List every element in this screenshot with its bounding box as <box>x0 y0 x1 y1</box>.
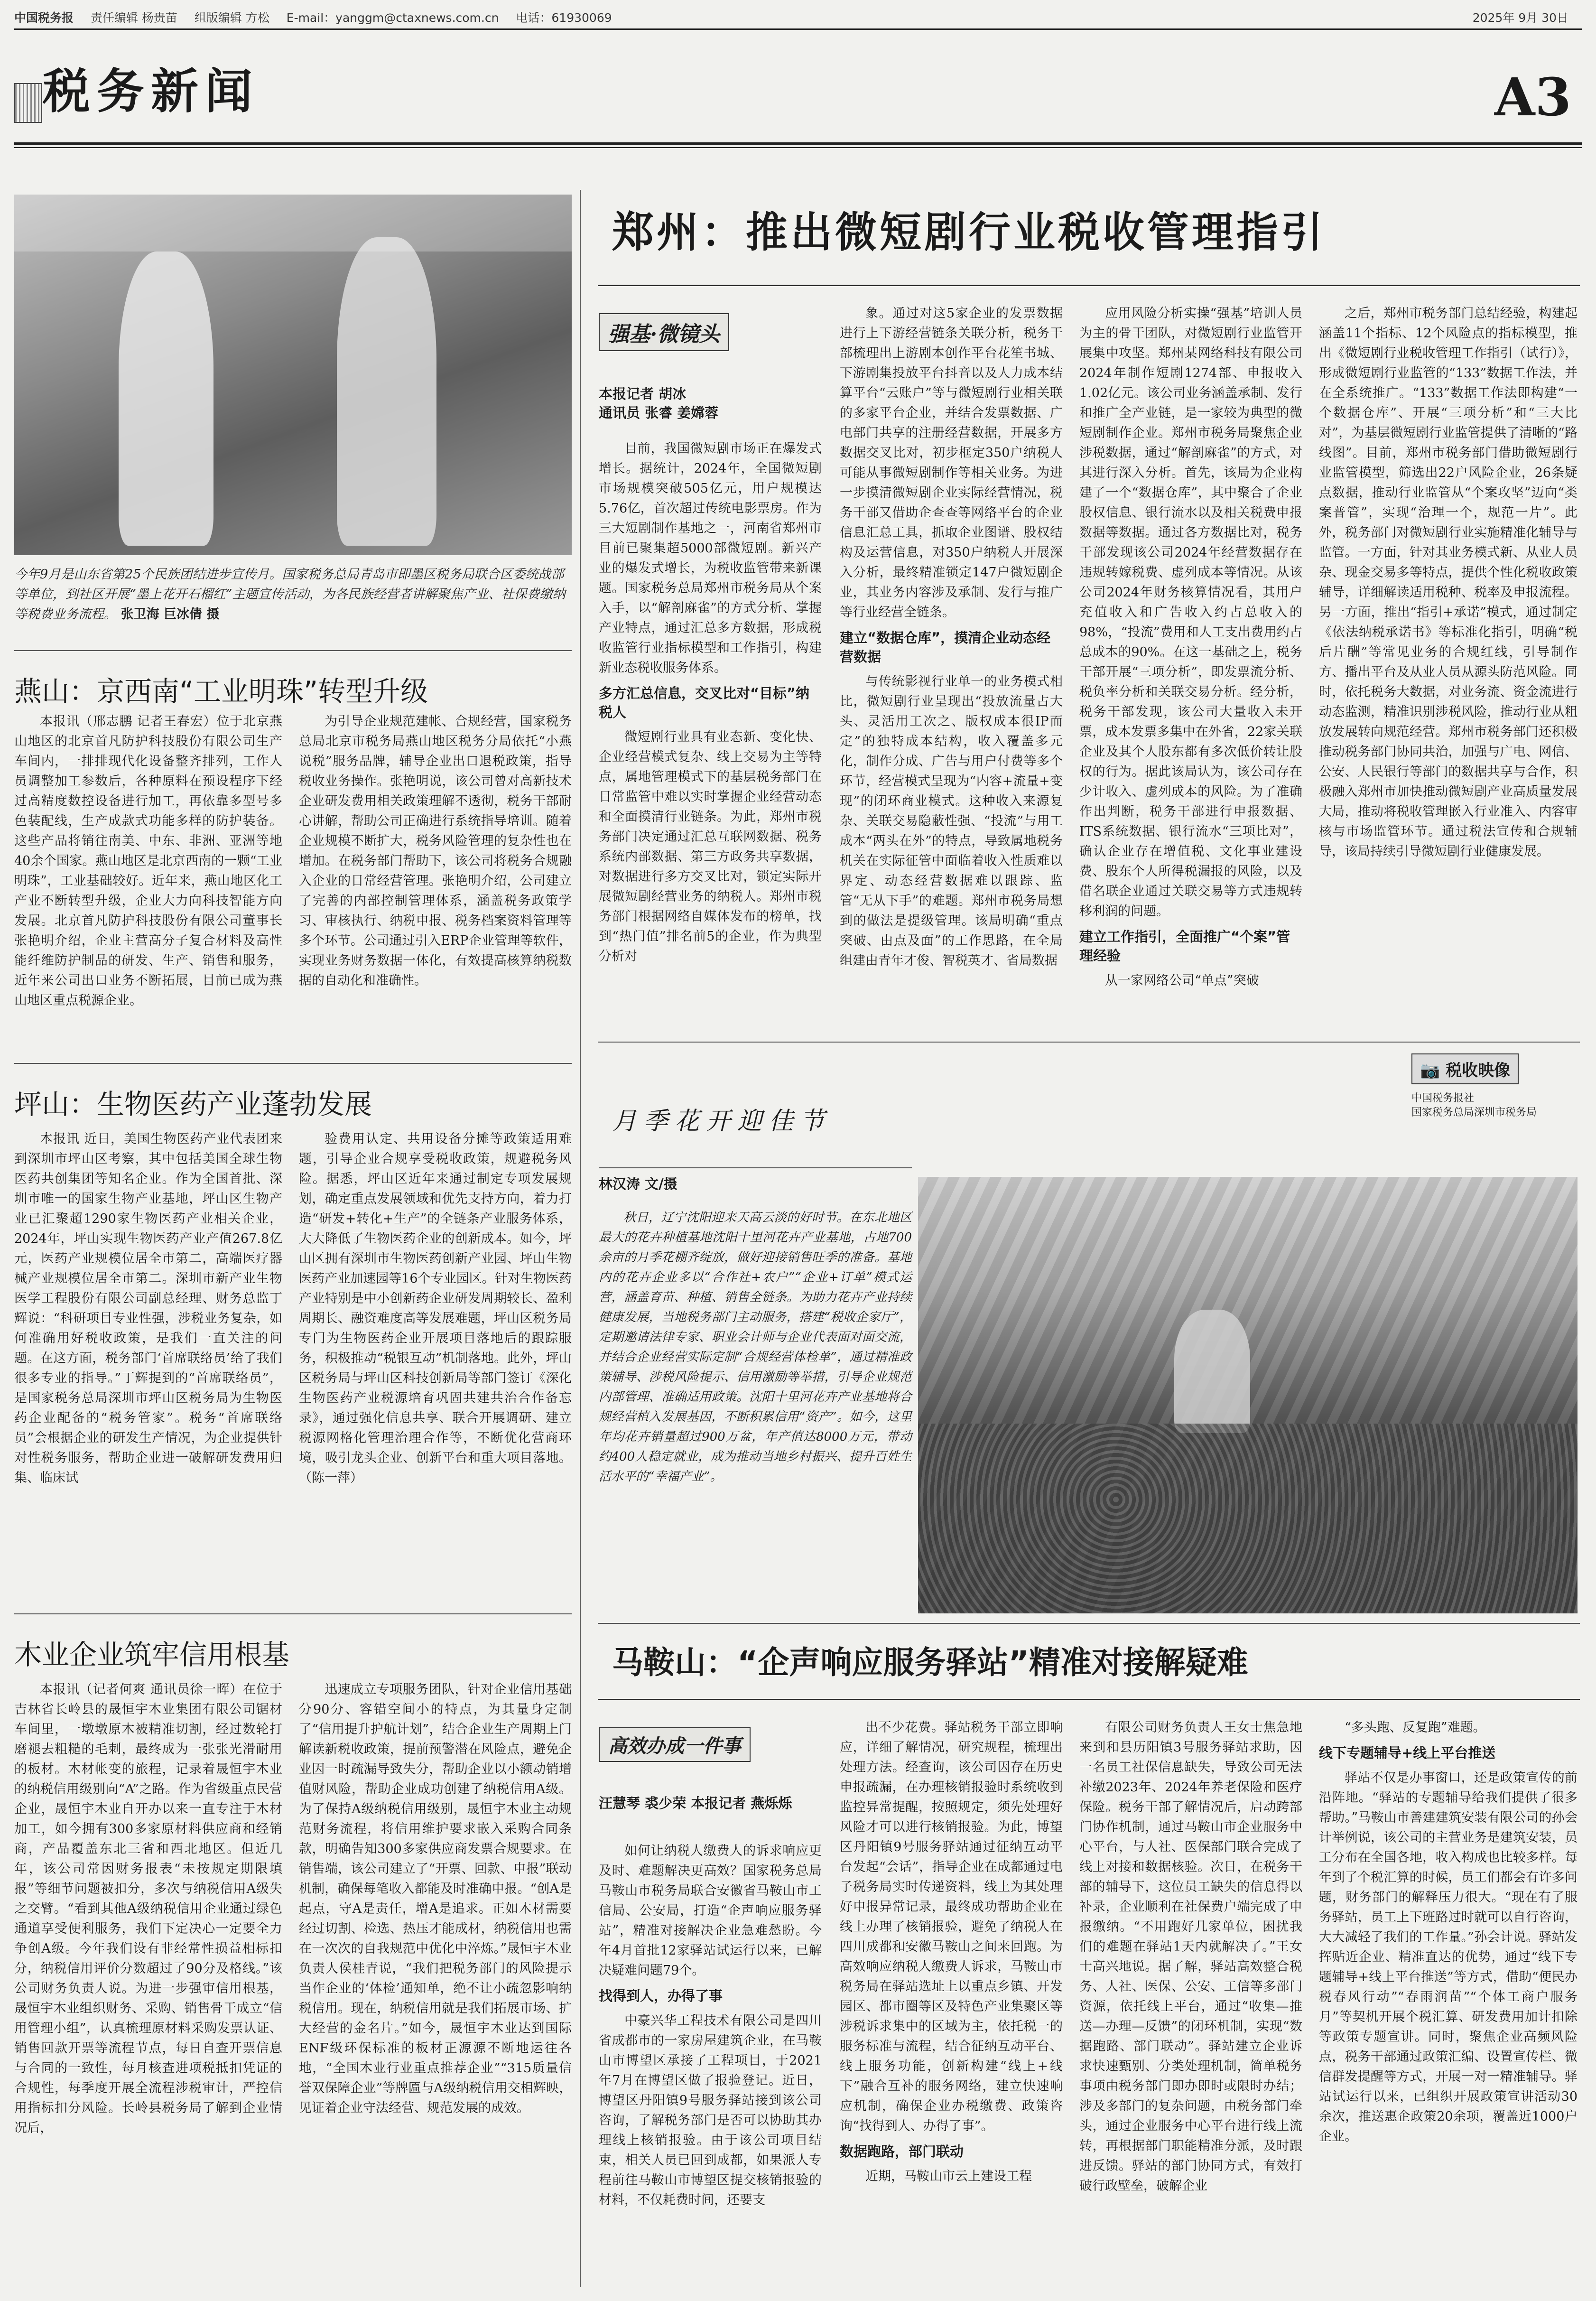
badge-label: 税收映像 <box>1446 1061 1511 1080</box>
byline <box>599 384 798 422</box>
column-label: 强基·微镜头 <box>599 313 729 351</box>
header-rule <box>14 142 1582 145</box>
column-divider <box>580 190 581 2287</box>
divider <box>598 1699 1580 1700</box>
photo-orgs <box>1411 1091 1577 1120</box>
section-ornament <box>14 83 42 123</box>
email: E-mail：yanggm@ctaxnews.com.cn <box>286 11 499 25</box>
zz-c1a: 目前，我国微短剧市场正在爆发式增长。据统计，2024年，全国微短剧市场规模突破505亿元，用户规模达5.76亿，首次超过传统电影票房。作为三大短剧制作基地之一，河南省郑州市目前已聚集超5000部微短剧。新兴产业的爆发式增长，为税收监管带来新课题。国家税务总局郑州市税务局从个案入手，以“解剖麻雀”的方式分析、掌握产业特点，通过汇总多方数据，形成税收监管行业指标模型和工作指引，构建新业态税收服务体系。 <box>599 441 822 675</box>
headline-maanshan: 马鞍山：“企声响应服务驿站”精准对接解疑难 <box>612 1644 1248 1681</box>
byline-correspondent: 通讯员 张睿 姜嫦蓉 <box>599 405 719 421</box>
feature-author: 林汉涛 文/摄 <box>599 1176 677 1192</box>
ma-c4b: 驿站不仅是办事窗口，还是政策宣传的前沿阵地。“驿站的专题辅导给我们提供了很多帮助。”马鞍山市善建建筑安装有限公司的孙会计举例说，该公司的主营业务是建筑安装，员工分布在全国各地，收入构成也比较多样。每年到了个税汇算的时候，员工们都会有许多问题，财务部门的解释压力很大。“现在有了服务驿站，员工上下班路过时就可以自行咨询，大大减轻了我们的工作量。”孙会计说。驿站发挥贴近企业、精准直达的优势，通过“线下专题辅导+线上平台推送”等方式，借助“便民办税春风行动”“春雨润苗”“个体工商户服务月”等契机开展个税汇算、研发费用加计扣除等政策专题宣讲。同时，聚焦企业高频风险点，税务干部通过政策汇编、设置宣传栏、微信群发提醒等方式，开展一对一精准辅导。驿站试运行以来，已组织开展政策宣讲活动30余次，推送惠企政策20余项，覆盖近1000户企业。 <box>1319 1770 1577 2144</box>
editor: 责任编辑 杨贵苗 <box>90 11 177 25</box>
photo-tax-publicity <box>14 195 572 555</box>
maanshan-col-3: 有限公司财务负责人王女士焦急地来到和县历阳镇3号服务驿站求助，因一名员工社保信息缺失，导致公司无法补缴2023年、2024年养老保险和医疗保险。税务干部了解情况后，启动跨部门协作机制，通过马鞍山市企业服务中心平台，与人社、医保部门联合完成了线上对接和数据核验。次日，在税务干部的辅导下，这位员工缺失的信息得以补录，企业顺利在社保费户端完成了申报缴纳。“不用跑好几家单位，困扰我们的难题在驿站1天内就解决了。”王女士高兴地说。据了解，驿站高效整合税务、人社、医保、公安、工信等多部门资源，依托线上平台，通过“收集—推送—办理—反馈”的闭环机制，实现“数据跑路、部门联动”。驿站建立企业诉求快速甄别、分类处理机制，简单税务事项由税务部门即办即时或限时办结；涉及多部门的复杂问题，由税务部门牵头，通过企业服务中心平台进行线上流转，再根据部门职能精准分派，及时跟进反馈。驿站的部门协同方式，有效打破行政壁垒，破解企业 <box>1079 1720 1302 2193</box>
yanshan-col-2: 为引导企业规范建帐、合规经营，国家税务总局北京市税务局燕山地区税务分局依托“小燕说税”服务品牌，辅导企业出口退税政策，指导税收业务操作。张艳明说，该公司曾对高新技术企业研发费用相关政策理解不透彻，税务干部耐心讲解，帮助公司正确进行系统指导培训。随着企业规模不断扩大，税务风险管理的复杂性也在增加。在税务部门帮助下，该公司将税务合规融入企业的日常经营管理。张艳明介绍，公司建立了完善的内部控制管理体系，涵盖税务政策学习、审核执行、纳税申报、税务档案资料管理等多个环节。公司通过引入ERP企业管理等软件，实现业务财务数据一体化，有效提高核算纳税数据的自动化和准确性。 <box>299 714 572 988</box>
photo-flower-greenhouse <box>918 1177 1577 1613</box>
pingshan-col-2: 验费用认定、共用设备分摊等政策适用难题，引导企业合规享受税收政策，规避税务风险。据悉，坪山区近年来通过制定专项发展规划，确定重点发展领域和优先支持方向，着力打造“研发+转化+生产”的全链条产业服务体系，大大降低了生物医药企业的创新成本。如今，坪山区拥有深圳市生物医药创新产业园、坪山生物医药产业加速园等16个专业园区。针对生物医药产业特别是中小创新药企业研发周期较长、盈利周期长、融资难度高等发展难题，坪山区税务局专门为生物医药企业开展项目落地后的跟踪服务，积极推动“税银互动”机制落地。此外，坪山区税务局与坪山区科技创新局等部门签订《深化生物医药产业税源培育巩固共建共治合作备忘录》，通过强化信息共享、联合开展调研、建立税源网格化管理治理合作等，不断优化营商环境，吸引龙头企业、创新平台和重大项目落地。（陈一萍） <box>299 1132 572 1485</box>
column-label-maanshan: 高效办成一件事 <box>599 1727 751 1762</box>
top-rule <box>14 28 1582 30</box>
headline-muye: 木业企业筑牢信用根基 <box>14 1639 290 1671</box>
caption-text: 今年9月是山东省第25个民族团结进步宣传月。国家税务总局青岛市即墨区税务局联合区委统战部等单位，到社区开展“墨上花开石榴红”主题宣传活动，为各民族经营者讲解聚焦产业、社保费缴纳等税费业务流程。 <box>14 567 566 622</box>
ma-subhead-3: 线下专题辅导+线上平台推送 <box>1319 1745 1496 1761</box>
masthead-bar <box>14 9 1582 29</box>
zhengzhou-col-3 <box>1079 304 1302 991</box>
zz-c2a: 象。通过对这5家企业的发票数据进行上下游经营链条关联分析，税务干部梳理出上游剧本创作平台花笙书城、下游剧集投放平台抖音以及人力成本结算平台“云账户”等与微短剧行业相关联的多家平台企业，并结合发票数据、广电部门共享的注册经营数据，开展多方数据交叉比对，初步框定350户纳税人可能从事微短剧制作等相关业务。为进一步摸清微短剧企业实际经营情况，税务干部又借助企查查等网络平台的企业信息汇总工具，抓取企业图谱、股权结构及运营信息，对350户纳税人开展深入分析，最终精准锁定147户微短剧企业，其业务内容涉及承制、发行与推广等行业经营全链条。 <box>840 306 1063 620</box>
zz-subhead-2: 建立“数据仓库”，摸清企业动态经营数据 <box>840 630 1051 665</box>
org-2: 国家税务总局深圳市税务局 <box>1411 1107 1537 1118</box>
ma-c1a: 如何让纳税人缴费人的诉求响应更及时、难题解决更高效？国家税务总局马鞍山市税务局联合安徽省马鞍山市工信局、公安局，打造“企声响应服务驿站”，精准对接解决企业急难愁盼。今年4月首批12家驿站试运行以来，已解决疑难问题79个。 <box>599 1844 822 1978</box>
photo-caption <box>14 565 572 624</box>
org-1: 中国税务报社 <box>1411 1092 1475 1104</box>
ma-c2b: 近期，马鞍山市云上建设工程 <box>865 2169 1032 2184</box>
page-number: A3 <box>1494 66 1571 128</box>
ma-c1b: 中豪兴华工程技术有限公司是四川省成都市的一家房屋建筑企业，在马鞍山市博望区承接了工程项目，于2021年7月在博望区做了报验登记。近日，博望区丹阳镇9号服务驿站接到该公司咨询，了解税务部门是否可以协助其办理线上核销报验。由于该公司项目结束，相关人员已回到成都，如果派人专程前往马鞍山市博望区提交核销报验的材料，不仅耗费时间，还要支 <box>599 2013 822 2208</box>
zhengzhou-col-4: 之后，郑州市税务部门总结经验，构建起涵盖11个指标、12个风险点的指标模型，推出《微短剧行业税收管理工作指引（试行）》，形成微短剧行业监管的“133”数据工作法，并在全系统推广。“133”数据工作法即构建“一个数据仓库”、开展“三项分析”和“三大比对”，为基层微短剧行业监管提供了清晰的“路线图”。目前，郑州市税务部门借助微短剧行业监管模型，筛选出22户风险企业，26条疑点数据，推动行业监管从“个案攻坚”迈向“类案普管”，实现“治理一个，规范一片”。此外，税务部门对微短剧行业实施精准化辅导与监管。一方面，针对其业务模式新、从业人员杂、现金交易多等特点，提供个性化税收政策辅导，详细解读适用税种、税率及申报流程。另一方面，推出“指引+承诺”模式，通过制定《依法纳税承诺书》等标准化指引，明确“税后片酬”等常见业务的合规红线，引导制作方、播出平台及从业人员从源头防范风险。同时，依托税务大数据，对业务流、资金流进行动态监测，精准识别涉税风险，推动行业从粗放发展转向规范经营。郑州市税务部门还积极推动税务部门协同共治，加强与广电、网信、公安、人民银行等部门的数据共享与合作，积极融入郑州市加快推动微短剧产业高质量发展大局，推动将税收管理嵌入行业准入、内容审核与市场监管环节。通过税法宣传和合规辅导，该局持续引导微短剧行业健康发展。 <box>1319 306 1577 859</box>
divider <box>598 1623 1580 1624</box>
photo-credit: 张卫海 巨冰倩 摄 <box>121 607 220 622</box>
muye-col-2: 迅速成立专项服务团队，针对企业信用基础分90分、容错空间小的特点，为其量身定制了“信用提升护航计划”，结合企业生产周期上门解读新税收政策，提前预警潜在风险点，避免企业因一时疏漏导致失分，帮助企业以小额动销增值财风险，帮助企业成功创建了纳税信用A级。为了保持A级纳税信用级别，晟恒宇木业主动规范财务流程，将信用维护要求嵌入采购合同条款，明确告知300多家供应商发票合规要求。在销售端，该公司建立了“开票、回款、申报”联动机制，确保每笔收入都能及时准确申报。“创A是起点，守A是责任，增A是追求。正如木材需要经过切割、检选、热压才能成材，纳税信用也需在一次次的自我规范中优化中淬炼。”晟恒宇木业负责人侯桂青说，“我们把税务部门的风险提示当作企业的‘体检’通知单，绝不让小疏忽影响纳税信用。现在，纳税信用就是我们拓展市场、扩大经营的金名片。”如今，晟恒宇木业达到国际ENF级环保标准的板材正源源不断地运往各地，“全国木业行业重点推荐企业”“315质量信誉双保障企业”等牌匾与A级纳税信用交相辉映，见证着企业守法经营、规范发展的成效。 <box>299 1682 572 2115</box>
ma-subhead-1: 找得到人，办得了事 <box>599 1988 723 2004</box>
zz-subhead-3: 建立工作指引，全面推广“个案”管理经验 <box>1079 929 1290 964</box>
paper-name: 中国税务报 <box>14 11 74 25</box>
issue-date: 2025年 9月 30日 <box>1472 11 1568 25</box>
zz-c3a: 应用风险分析实操“强基”培训人员为主的骨干团队，对微短剧行业监管开展集中攻坚。郑州某网络科技有限公司2024年制作短剧1274部、申报收入1.02亿元。该公司业务涵盖承制、发行和推广全产业链，是一家较为典型的微短剧制作企业。郑州市税务局聚焦企业涉税数据，通过“解剖麻雀”的方式，对其进行深入分析。首先，该局为企业构建了一个“数据仓库”，其中聚合了企业股权信息、银行流水以及相关税费申报数据等数据。通过各方数据比对，税务干部发现该公司2024年经营数据存在违规转嫁税费、虚列成本等情况。从该公司2024年财务核算情况看，其用户充值收入和广告收入约占总收入的98%，“投流”费用和人工支出费用约占总成本的90%。在这一基础之上，税务干部开展“三项分析”，即发票流分析、税负率分析和关联交易分析。经分析，税务干部发现，该公司大量收入未开票，成本发票多集中在外省，22家关联企业及其个人股东都有多次低价转让股权的行为。据此该局认为，该公司存在少计收入、虚列成本的风险。为了准确作出判断，税务干部进行申报数据、ITS系统数据、银行流水“三项比对”，确认企业存在增值税、文化事业建设费、股东个人所得税漏报的风险，以及借名联企业通过关联交易等方式违规转移利润的问题。 <box>1079 306 1302 919</box>
badge-tax-image <box>1411 1053 1519 1084</box>
zhengzhou-col-1 <box>599 439 822 967</box>
byline-reporter: 本报记者 胡冰 <box>599 386 687 402</box>
pingshan-col-1: 本报讯 近日，美国生物医药产业代表团来到深圳市坪山区考察，其中包括美国全球生物医药共创集团等知名企业。作为全国首批、深圳市唯一的国家生物产业基地，坪山区生物产业已汇聚超1290家生物医药产业相关企业，2024年，坪山实现生物医药产业产值267.8亿元，医药产业规模位居全市第二，高端医疗器械产业规模位居全市第二。深圳市新产业生物医学工程股份有限公司副总经理、财务总监丁辉说：“科研项目专业性强，涉税业务复杂，如何准确用好税收政策，是我们一直关注的问题。在这方面，税务部门‘首席联络员’给了我们很多专业的指导。”丁辉提到的“首席联络员”，是国家税务总局深圳市坪山区税务局为生物医药企业配备的“税务管家”。税务“首席联络员”会根据企业的研发生产情况，为企业提供针对性税务服务，帮助企业进一破解研发费用归集、临床试 <box>14 1132 282 1485</box>
section-title: 税务新闻 <box>43 63 259 119</box>
divider <box>598 285 1580 286</box>
zz-c3b: 从一家网络公司“单点”突破 <box>1105 973 1259 988</box>
maanshan-col-2 <box>840 1718 1063 2187</box>
layout-editor: 组版编辑 方松 <box>194 11 269 25</box>
headline-pingshan: 坪山：生物医药产业蓬勃发展 <box>14 1088 372 1120</box>
ma-subhead-2: 数据跑路，部门联动 <box>840 2143 964 2160</box>
zhengzhou-col-2 <box>840 304 1063 971</box>
divider <box>14 1063 572 1064</box>
feature-title: 月季花开迎佳节 <box>612 1107 832 1136</box>
maanshan-col-4 <box>1319 1718 1577 2147</box>
yanshan-col-1: 本报讯（邢志鹏 记者王春宏）位于北京燕山地区的北京首凡防护科技股份有限公司生产车间内，一排排现代化设备整齐排列，工作人员调整加工参数后，各种原料在预设程序下经过高精度数控设备进行加工，再依靠多型号多色装配线，生产成款式功能多样的防护装备。这些产品将销往南美、中东、非洲、亚洲等地40余个国家。燕山地区是北京西南的一颗“工业明珠”，工业基础较好。近年来，燕山地区化工产业不断转型升级，企业大力向科技智能方向发展。北京首凡防护科技股份有限公司董事长张艳明介绍，企业主营高分子复合材料及高性能纤维防护制品的研发、生产、销售和服务，近年来公司出口业务不断拓展，目前已成为燕山地区重点税源企业。 <box>14 714 282 1008</box>
maanshan-col-1 <box>599 1841 822 2210</box>
header-rule-thin <box>14 147 1582 148</box>
ma-c2a: 出不少花费。驿站税务干部立即响应，详细了解情况，研究规程，梳理出处理方法。经查询，该公司因存在历史申报疏漏，在办理核销报验时系统收到监控异常提醒，按照规定，须先处理好风险才可以进行核销报验。为此，博望区丹阳镇9号服务驿站通过征纳互动平台发起“会话”，指导企业在成都通过电子税务局实时传递资料，线上为其处理好申报异常记录，最终成功帮助企业在线上办理了核销报验，避免了纳税人在四川成都和安徽马鞍山之间来回跑。为高效响应纳税人缴费人诉求，马鞍山市税务局在驿站选址上以重点乡镇、开发园区、都市圈等区及特色产业集聚区等涉税诉求集中的区域为主，依托税一的服务标准与流程，结合征纳互动平台、线上服务功能，创新构建“线上+线下”融合互补的服务网络，建立快速响应机制，确保企业办税缴费、政策咨询“找得到人、办得了事”。 <box>840 1720 1063 2133</box>
muye-col-1: 本报讯（记者何爽 通讯员徐一晖）在位于吉林省长岭县的晟恒宇木业集团有限公司锯材车间里，一墩墩原木被精准切割，经过数轮打磨褪去粗糙的毛刺，最终成为一张张光滑耐用的板材。木材帐变的旅程，记录着晟恒宇木业的纳税信用级别向“A”之路。作为省级重点民营企业，晟恒宇木业自开办以来一直专注于木材加工，如今拥有300多家原材料供应商和经销商，产品覆盖东北三省和西北地区。但近几年，该公司常因财务报表“未按规定期限填报”等细节问题被扣分，多次与纳税信用A级失之交臂。“看到其他A级纳税信用企业通过绿色通道享受便利服务，我们下定决心一定要全力争创A级。今年我们设有非经常性损益相标扣分，纳税信用评价分数超过了90分及格线。”该公司财务负责人说。为进一步强审信用根基，晟恒宇木业组织财务、采购、销售骨干成立“信用管理小组”，认真梳理原材料采购发票认证、销售回款开票等流程节点，每日自查开票信息与合同的一致性，每月核查进项税抵扣凭证的合规性，每季度开展全流程涉税审计，严控信用指标扣分风险。长岭县税务局了解到企业情况后， <box>14 1682 282 2135</box>
zz-c2b: 与传统影视行业单一的业务模式相比，微短剧行业呈现出“投放流量占大头、灵活用工次之、版权成本很IP而定”的独特成本结构，收入覆盖多元化，制作分成、广告与用户付费等多个环节，经营模式呈现为“内容+流量+变现”的闭环商业模式。这种收入来源复杂、关联交易隐蔽性强、“投流”与用工成本“两头在外”的特点，导致属地税务机关在实际征管中面临着收入性质难以界定、动态经营数据难以跟踪、监管“无从下手”的难题。郑州市税务局想到的做法是提级管理。该局明确“重点突破、由点及面”的工作思路，在全局组建由青年才俊、智税英才、省局数据 <box>840 674 1063 968</box>
divider <box>599 1167 912 1168</box>
camera-icon: 📷 <box>1420 1061 1440 1080</box>
divider <box>14 650 572 651</box>
divider <box>598 1042 1580 1043</box>
feature-text: 秋日，辽宁沈阳迎来天高云淡的好时节。在东北地区最大的花卉种植基地沈阳十里河花卉产业基地，占地700余亩的月季花棚齐绽放，做好迎接销售旺季的准备。基地内的花卉企业多以“合作社+农户”“企业+订单”模式运营，涵盖育苗、种植、销售全链条。为助力花卉产业持续健康发展，当地税务部门主动服务，搭建“税收企家厅”，定期邀请法律专家、职业会计师与企业代表面对面交流，并结合企业经营实际定制“合规经营体检单”，通过精准政策辅导、涉税风险提示、信用激励等举措，引导企业规范内部管理、准确适用政策。沈阳十里河花卉产业基地将合规经营植入发展基因，不断积累信用“资产”。如今，这里年均花卉销量超过900万盆，年产值达8000万元，带动约400人稳定就业，成为推动当地乡村振兴、提升百姓生活水平的“幸福产业”。 <box>599 1211 912 1484</box>
headline-yanshan: 燕山：京西南“工业明珠”转型升级 <box>14 675 428 708</box>
headline-zhengzhou: 郑州：推出微短剧行业税收管理指引 <box>612 208 1326 257</box>
phone: 电话：61930069 <box>516 11 612 25</box>
zz-subhead-1: 多方汇总信息，交叉比对“目标”纳税人 <box>599 685 810 720</box>
maanshan-byline: 汪慧琴 裘少荣 本报记者 燕烁烁 <box>599 1795 792 1811</box>
zz-c1b: 微短剧行业具有业态新、变化快、企业经营模式复杂、线上交易为主等特点，属地管理模式下的基层税务部门在日常监管中难以实时掌握企业经营动态和全面摸清行业链条。为此，郑州市税务部门决定通过汇总互联网数据、税务系统内部数据、第三方政务共享数据，对数据进行多方交叉比对，锁定实际开展微短剧经营业务的纳税人。郑州市税务部门根据网络自媒体发布的榜单，找到“热门值”排名前5的企业，作为典型分析对 <box>599 730 822 964</box>
ma-c4a: “多头跑、反复跑”难题。 <box>1345 1720 1486 1735</box>
divider <box>14 1613 572 1614</box>
